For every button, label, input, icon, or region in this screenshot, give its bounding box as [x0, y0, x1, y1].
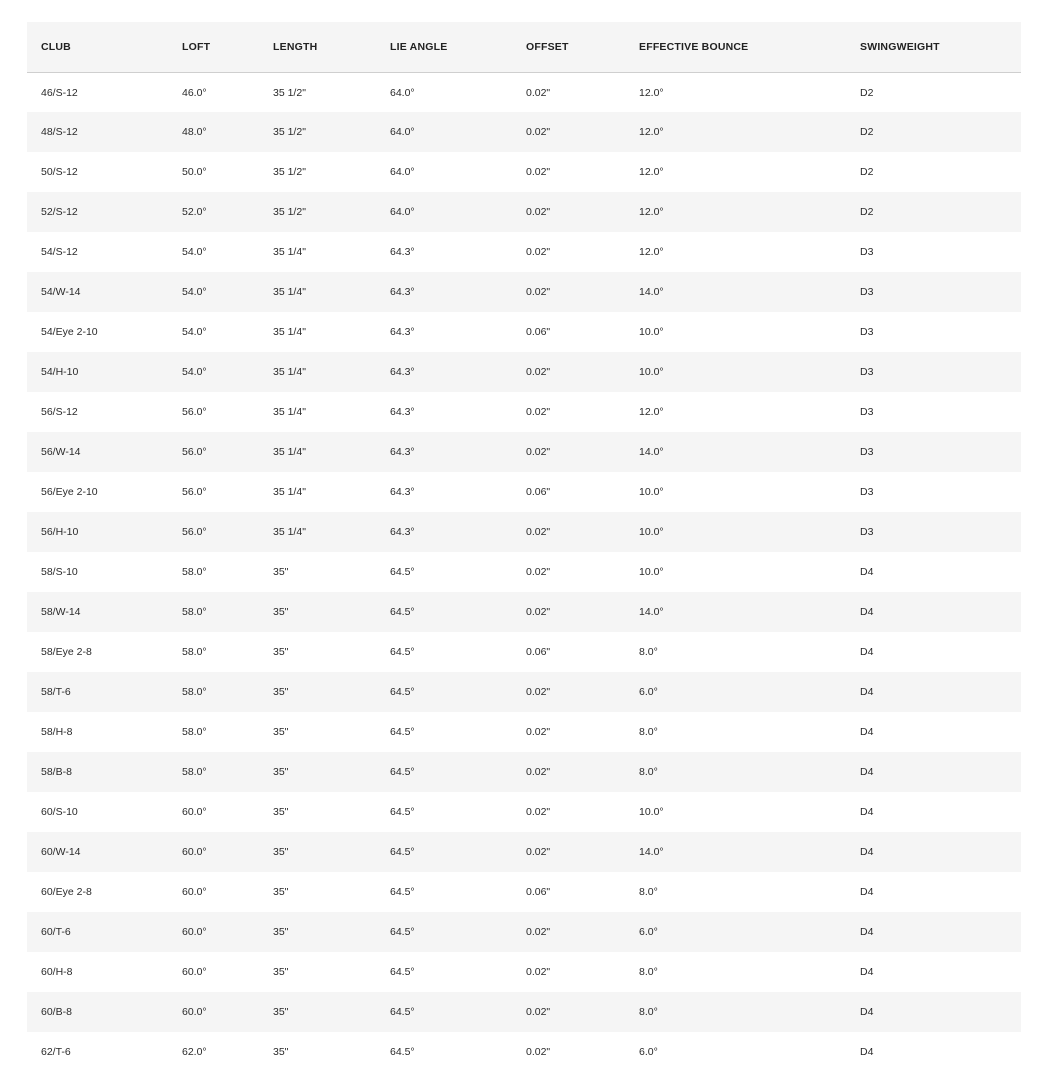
cell-offset: 0.06": [526, 886, 551, 898]
cell-loft: 60.0°: [168, 832, 259, 872]
cell-effective-bounce: 12.0°: [639, 86, 664, 99]
cell-lie-angle: 64.5°: [390, 806, 415, 818]
cell-swingweight: D4: [860, 966, 874, 978]
cell-loft: 60.0°: [182, 806, 207, 818]
cell-loft: 54.0°: [168, 352, 259, 392]
cell-length: 35": [273, 806, 289, 818]
table-row: [27, 472, 1021, 512]
cell-lie-angle: 64.3°: [390, 406, 415, 418]
cell-swingweight: D4: [846, 832, 1021, 872]
header-swingweight: SWINGWEIGHT: [846, 22, 1021, 73]
cell-effective-bounce: 8.0°: [625, 752, 846, 792]
cell-club: 54/H-10: [27, 352, 168, 392]
cell-effective-bounce: 6.0°: [625, 672, 846, 712]
cell-swingweight: D4: [860, 806, 874, 818]
cell-loft: 54.0°: [182, 246, 207, 258]
table-row: [27, 992, 1021, 1032]
cell-lie-angle: 64.5°: [390, 726, 415, 738]
cell-club: 52/S-12: [27, 192, 168, 232]
cell-club: 60/B-8: [27, 992, 168, 1032]
header-lie-angle: LIE ANGLE: [376, 22, 512, 73]
cell-club: 56/Eye 2-10: [41, 486, 98, 498]
cell-loft: 48.0°: [168, 112, 259, 152]
cell-lie-angle: 64.5°: [376, 752, 512, 792]
cell-effective-bounce: 10.0°: [639, 486, 664, 498]
cell-length: 35": [259, 912, 376, 952]
cell-swingweight: D3: [860, 326, 874, 338]
table-row: [27, 832, 1021, 872]
cell-club: 46/S-12: [41, 86, 78, 99]
cell-lie-angle: 64.3°: [376, 272, 512, 312]
cell-offset: 0.02": [526, 566, 551, 578]
cell-loft: 56.0°: [168, 432, 259, 472]
table-row: [27, 432, 1021, 472]
cell-length: 35 1/2": [259, 192, 376, 232]
cell-offset: 0.06": [526, 646, 551, 658]
cell-effective-bounce: 8.0°: [639, 726, 658, 738]
header-effective-bounce: EFFECTIVE BOUNCE: [625, 22, 846, 73]
cell-club: 58/Eye 2-8: [41, 646, 92, 658]
cell-offset: 0.06": [526, 326, 551, 338]
cell-offset: 0.02": [512, 752, 625, 792]
cell-swingweight: D2: [860, 86, 874, 99]
cell-effective-bounce: 10.0°: [639, 806, 664, 818]
cell-offset: 0.06": [526, 486, 551, 498]
cell-club: 50/S-12: [41, 166, 78, 178]
cell-loft: 60.0°: [182, 966, 207, 978]
header-offset: OFFSET: [512, 22, 625, 73]
cell-length: 35 1/2": [273, 86, 306, 99]
cell-lie-angle: 64.3°: [376, 512, 512, 552]
cell-length: 35": [273, 1046, 289, 1058]
cell-lie-angle: 64.3°: [376, 352, 512, 392]
cell-length: 35": [273, 726, 289, 738]
cell-swingweight: D4: [846, 752, 1021, 792]
cell-effective-bounce: 8.0°: [639, 886, 658, 898]
cell-length: 35 1/4": [259, 432, 376, 472]
cell-lie-angle: 64.5°: [376, 672, 512, 712]
cell-loft: 46.0°: [182, 86, 207, 99]
cell-length: 35": [259, 832, 376, 872]
cell-club: 58/T-6: [27, 672, 168, 712]
cell-effective-bounce: 8.0°: [639, 646, 658, 658]
cell-offset: 0.02": [512, 592, 625, 632]
cell-offset: 0.02": [526, 246, 551, 258]
cell-swingweight: D4: [860, 566, 874, 578]
cell-swingweight: D2: [860, 166, 874, 178]
cell-lie-angle: 64.5°: [376, 992, 512, 1032]
cell-swingweight: D2: [846, 192, 1021, 232]
cell-lie-angle: 64.0°: [390, 86, 415, 99]
cell-swingweight: D4: [846, 672, 1021, 712]
table-row: [27, 73, 1021, 113]
cell-offset: 0.02": [512, 672, 625, 712]
cell-loft: 52.0°: [168, 192, 259, 232]
cell-lie-angle: 64.0°: [376, 112, 512, 152]
cell-offset: 0.02": [526, 1046, 551, 1058]
table-row: [27, 272, 1021, 312]
cell-offset: 0.02": [526, 966, 551, 978]
table-header: [27, 22, 1021, 73]
cell-loft: 58.0°: [182, 646, 207, 658]
cell-length: 35 1/4": [259, 352, 376, 392]
table-row: [27, 632, 1021, 672]
cell-swingweight: D3: [860, 246, 874, 258]
cell-offset: 0.02": [512, 192, 625, 232]
cell-loft: 62.0°: [182, 1046, 207, 1058]
cell-club: 56/S-12: [41, 406, 78, 418]
cell-length: 35": [259, 672, 376, 712]
cell-club: 60/Eye 2-8: [41, 886, 92, 898]
cell-lie-angle: 64.0°: [376, 192, 512, 232]
cell-loft: 56.0°: [182, 486, 207, 498]
cell-lie-angle: 64.3°: [390, 326, 415, 338]
cell-club: 60/W-14: [27, 832, 168, 872]
cell-length: 35 1/4": [273, 486, 306, 498]
table-row: [27, 392, 1021, 432]
cell-effective-bounce: 6.0°: [625, 912, 846, 952]
cell-swingweight: D3: [860, 406, 874, 418]
cell-lie-angle: 64.5°: [376, 912, 512, 952]
cell-offset: 0.02": [512, 832, 625, 872]
table-row: [27, 712, 1021, 752]
cell-length: 35 1/2": [259, 112, 376, 152]
cell-club: 58/H-8: [41, 726, 73, 738]
table-row: [27, 352, 1021, 392]
table-row: [27, 152, 1021, 192]
cell-effective-bounce: 8.0°: [639, 966, 658, 978]
cell-swingweight: D3: [846, 432, 1021, 472]
cell-length: 35": [273, 966, 289, 978]
cell-effective-bounce: 10.0°: [639, 326, 664, 338]
cell-offset: 0.02": [512, 512, 625, 552]
header-loft: LOFT: [168, 22, 259, 73]
cell-loft: 58.0°: [168, 752, 259, 792]
cell-effective-bounce: 8.0°: [625, 992, 846, 1032]
cell-effective-bounce: 12.0°: [639, 406, 664, 418]
table-row: [27, 952, 1021, 992]
table-row: [27, 192, 1021, 232]
cell-length: 35 1/4": [273, 246, 306, 258]
cell-length: 35": [273, 886, 289, 898]
cell-offset: 0.02": [512, 352, 625, 392]
cell-lie-angle: 64.3°: [376, 432, 512, 472]
cell-effective-bounce: 14.0°: [625, 592, 846, 632]
cell-club: 60/S-10: [41, 806, 78, 818]
cell-swingweight: D4: [860, 726, 874, 738]
cell-effective-bounce: 10.0°: [625, 352, 846, 392]
cell-offset: 0.02": [526, 806, 551, 818]
cell-club: 54/Eye 2-10: [41, 326, 98, 338]
cell-lie-angle: 64.0°: [390, 166, 415, 178]
table-row: [27, 112, 1021, 152]
cell-lie-angle: 64.5°: [376, 832, 512, 872]
cell-loft: 60.0°: [168, 992, 259, 1032]
cell-loft: 58.0°: [182, 726, 207, 738]
cell-effective-bounce: 12.0°: [625, 112, 846, 152]
cell-club: 48/S-12: [27, 112, 168, 152]
cell-swingweight: D2: [846, 112, 1021, 152]
cell-offset: 0.02": [512, 112, 625, 152]
cell-club: 58/S-10: [41, 566, 78, 578]
cell-lie-angle: 64.5°: [390, 566, 415, 578]
cell-offset: 0.02": [526, 86, 551, 99]
cell-swingweight: D4: [860, 1046, 874, 1058]
table-row: [27, 312, 1021, 352]
cell-swingweight: D3: [846, 272, 1021, 312]
table-body: [27, 73, 1021, 1073]
table-row: [27, 672, 1021, 712]
header-club: CLUB: [27, 22, 168, 73]
cell-lie-angle: 64.3°: [390, 486, 415, 498]
cell-club: 60/T-6: [27, 912, 168, 952]
table-row: [27, 872, 1021, 912]
cell-club: 62/T-6: [41, 1046, 71, 1058]
cell-loft: 60.0°: [168, 912, 259, 952]
club-specs-table: [27, 22, 1021, 1072]
cell-swingweight: D3: [846, 352, 1021, 392]
header-row: [27, 22, 1021, 73]
cell-length: 35 1/4": [273, 406, 306, 418]
cell-swingweight: D4: [846, 992, 1021, 1032]
cell-lie-angle: 64.5°: [390, 1046, 415, 1058]
cell-effective-bounce: 6.0°: [639, 1046, 658, 1058]
cell-effective-bounce: 14.0°: [625, 832, 846, 872]
cell-offset: 0.02": [512, 432, 625, 472]
cell-offset: 0.02": [526, 166, 551, 178]
cell-club: 58/W-14: [27, 592, 168, 632]
cell-lie-angle: 64.5°: [390, 646, 415, 658]
cell-effective-bounce: 10.0°: [639, 566, 664, 578]
cell-length: 35 1/4": [259, 272, 376, 312]
cell-swingweight: D3: [846, 512, 1021, 552]
cell-lie-angle: 64.5°: [376, 592, 512, 632]
cell-length: 35": [273, 646, 289, 658]
table-row: [27, 912, 1021, 952]
cell-loft: 54.0°: [182, 326, 207, 338]
table-row: [27, 512, 1021, 552]
table-row: [27, 752, 1021, 792]
cell-lie-angle: 64.3°: [390, 246, 415, 258]
header-length: LENGTH: [259, 22, 376, 73]
cell-loft: 50.0°: [182, 166, 207, 178]
cell-length: 35": [259, 592, 376, 632]
cell-length: 35 1/2": [273, 166, 306, 178]
cell-loft: 56.0°: [182, 406, 207, 418]
cell-offset: 0.02": [512, 992, 625, 1032]
cell-effective-bounce: 14.0°: [625, 432, 846, 472]
cell-effective-bounce: 10.0°: [625, 512, 846, 552]
cell-offset: 0.02": [526, 726, 551, 738]
cell-swingweight: D3: [860, 486, 874, 498]
cell-length: 35 1/4": [273, 326, 306, 338]
cell-effective-bounce: 14.0°: [625, 272, 846, 312]
cell-swingweight: D4: [860, 646, 874, 658]
cell-club: 58/B-8: [27, 752, 168, 792]
cell-club: 54/W-14: [27, 272, 168, 312]
cell-length: 35": [259, 752, 376, 792]
table-row: [27, 792, 1021, 832]
cell-effective-bounce: 12.0°: [639, 246, 664, 258]
cell-length: 35": [273, 566, 289, 578]
cell-effective-bounce: 12.0°: [625, 192, 846, 232]
cell-club: 56/W-14: [27, 432, 168, 472]
cell-loft: 58.0°: [182, 566, 207, 578]
cell-loft: 56.0°: [168, 512, 259, 552]
cell-length: 35 1/4": [259, 512, 376, 552]
cell-loft: 54.0°: [168, 272, 259, 312]
cell-length: 35": [259, 992, 376, 1032]
cell-swingweight: D4: [846, 912, 1021, 952]
cell-lie-angle: 64.5°: [390, 966, 415, 978]
cell-club: 54/S-12: [41, 246, 78, 258]
cell-club: 60/H-8: [41, 966, 73, 978]
cell-loft: 58.0°: [168, 672, 259, 712]
cell-lie-angle: 64.5°: [390, 886, 415, 898]
table-row: [27, 592, 1021, 632]
cell-loft: 60.0°: [182, 886, 207, 898]
cell-loft: 58.0°: [168, 592, 259, 632]
cell-club: 56/H-10: [27, 512, 168, 552]
cell-offset: 0.02": [512, 272, 625, 312]
cell-swingweight: D4: [860, 886, 874, 898]
cell-offset: 0.02": [526, 406, 551, 418]
table-row: [27, 232, 1021, 272]
cell-offset: 0.02": [512, 912, 625, 952]
table-row: [27, 552, 1021, 592]
cell-effective-bounce: 12.0°: [639, 166, 664, 178]
table-row: [27, 1032, 1021, 1072]
cell-swingweight: D4: [846, 592, 1021, 632]
